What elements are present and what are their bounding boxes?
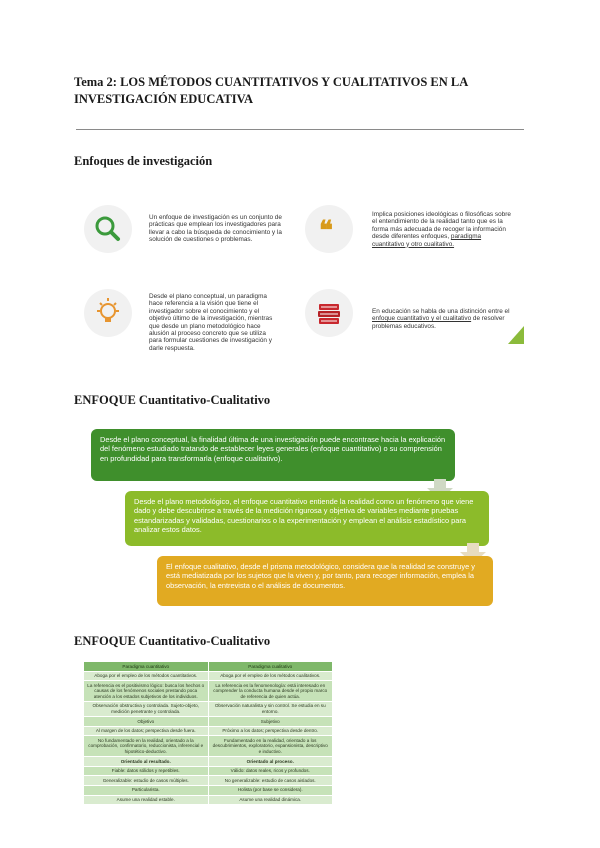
box-cualitativo: El enfoque cualitativo, desde el prisma metodológico, considera que la realidad se construye y está mediatizada por los sujetos que la viven y, por tanto, para recoger información, emplea la observación, la entrevista o el análisis de documentos. [157, 556, 493, 606]
quote-icon [305, 205, 353, 253]
corner-triangle [508, 326, 524, 344]
link-enfoques[interactable]: enfoque cuantitativo y el cualitativo [372, 315, 472, 323]
table-cell: La referencia es la fenomenología: está interesado en comprender la conducta humana desde el propio marco de referencia de quien actúa. [208, 681, 333, 702]
svg-text:❝: ❝ [319, 216, 333, 246]
table-cell: Fiable: datos sólidos y repetibles. [84, 766, 209, 776]
table-cell: Objetivo [84, 717, 209, 727]
table-cell: Particularista. [84, 785, 209, 795]
table-row [84, 757, 333, 767]
lightbulb-icon [84, 289, 132, 337]
card-text-4: En educación se habla de una distinción entre el enfoque cuantitativo y el cualitativo de resolver problemas educativos. [372, 308, 510, 330]
table-cell: Aboga por el empleo de los métodos cualitativos. [208, 671, 333, 681]
table-header: Paradigma cuantitativo [84, 662, 209, 672]
table-cell: No generalizable: estudio de casos aislados. [208, 776, 333, 786]
table-header-row [84, 662, 333, 672]
table-row [84, 795, 333, 805]
section-heading-enfoque-1: ENFOQUE Cuantitativo-Cualitativo [74, 393, 271, 407]
box-metodologico: Desde el plano metodológico, el enfoque cuantitativo entiende la realidad como un fenómeno que viene dado y debe descubrirse a través de la medición rigurosa y objetiva de variables mediante pruebas estandarizadas y validadas, cuestionarios o la experimentación y emplean el análisis estadístico para analizar estos datos. [125, 491, 489, 546]
table-cell: Generalizable: estudio de casos múltiples. [84, 776, 209, 786]
table-row [84, 766, 333, 776]
divider [76, 129, 524, 130]
table-row [84, 681, 333, 702]
card-text-2: Implica posiciones ideológicas o filosóficas sobre el entendimiento de la realidad tanto que es la forma más adecuada de recoger la información desde diferentes enfoques, paradigma cuantitativo y otro cualitativo. [372, 211, 511, 248]
link-paradigma[interactable]: paradigma cuantitativo y otro cualitativo. [372, 233, 482, 248]
table-row [84, 671, 333, 681]
card-text-1: Un enfoque de investigación es un conjunto de prácticas que emplean los investigadores para llevar a cabo la búsqueda de conocimiento y la solución de cuestiones o problemas. [149, 214, 282, 244]
section-heading-enfoque-2: ENFOQUE Cuantitativo-Cualitativo [74, 634, 271, 648]
table-cell: Próximo a los datos; perspectiva desde dentro. [208, 726, 333, 736]
table-cell: Asume una realidad estable. [84, 795, 209, 805]
table-row [84, 736, 333, 757]
table-cell: Holista (por base se considera). [208, 785, 333, 795]
card-text-3: Desde el plano conceptual, un paradigma hace referencia a la visión que tiene el investigador sobre el conocimiento y el objetivo último de la investigación, mientras que desde un plano metodológico hace alusión al proceso concreto que se utiliza para formular cuestiones de investigación y darle respuesta. [149, 293, 273, 352]
table-cell: Orientado al proceso. [208, 757, 333, 767]
table-cell: No fundamentado en la realidad, orientado a la comprobación, confirmatorio, reduccionista, inferencial e hipotético-deductivo. [84, 736, 209, 757]
table-cell: Observación obstructiva y controlada. Sujeto-objeto, medición penetrante y controlada. [84, 701, 209, 716]
table-cell: La referencia es el positivismo lógico: busca los hechos o causas de los fenómenos sociales prestando poca atención a los estados subjetivos de los individuos. [84, 681, 209, 702]
table-cell: Asume una realidad dinámica. [208, 795, 333, 805]
page-title: Tema 2: LOS MÉTODOS CUANTITATIVOS Y CUALITATIVOS EN LA INVESTIGACIÓN EDUCATIVA [74, 75, 468, 106]
table-cell: Observación naturalista y sin control. Se estudia en su entorno. [208, 701, 333, 716]
magnifier-icon [84, 205, 132, 253]
table-row [84, 785, 333, 795]
comparison-table [83, 661, 333, 805]
table-cell: Aboga por el empleo de los métodos cuantitativos. [84, 671, 209, 681]
table-row [84, 701, 333, 716]
table-row [84, 726, 333, 736]
box-conceptual: Desde el plano conceptual, la finalidad última de una investigación puede encontrase hacia la explicación del fenómeno estudiado tratando de establecer leyes generales (enfoque cuantitativo) o su comprensión en profundidad para transformarla (enfoque cualitativo). [91, 429, 455, 481]
table-row [84, 717, 333, 727]
table-row [84, 776, 333, 786]
table-cell: Válido: datos reales, ricos y profundos. [208, 766, 333, 776]
table-cell: Orientado al resultado. [84, 757, 209, 767]
section-heading-enfoques: Enfoques de investigación [74, 154, 213, 168]
table-cell: Subjetivo [208, 717, 333, 727]
books-icon [305, 289, 353, 337]
table-cell: Al margen de los datos; perspectiva desde fuera. [84, 726, 209, 736]
table-header: Paradigma cualitativo [208, 662, 333, 672]
table-cell: Fundamentado en la realidad, orientado a los descubrimientos, exploratorio, expansionista, descriptivo e inductivo. [208, 736, 333, 757]
